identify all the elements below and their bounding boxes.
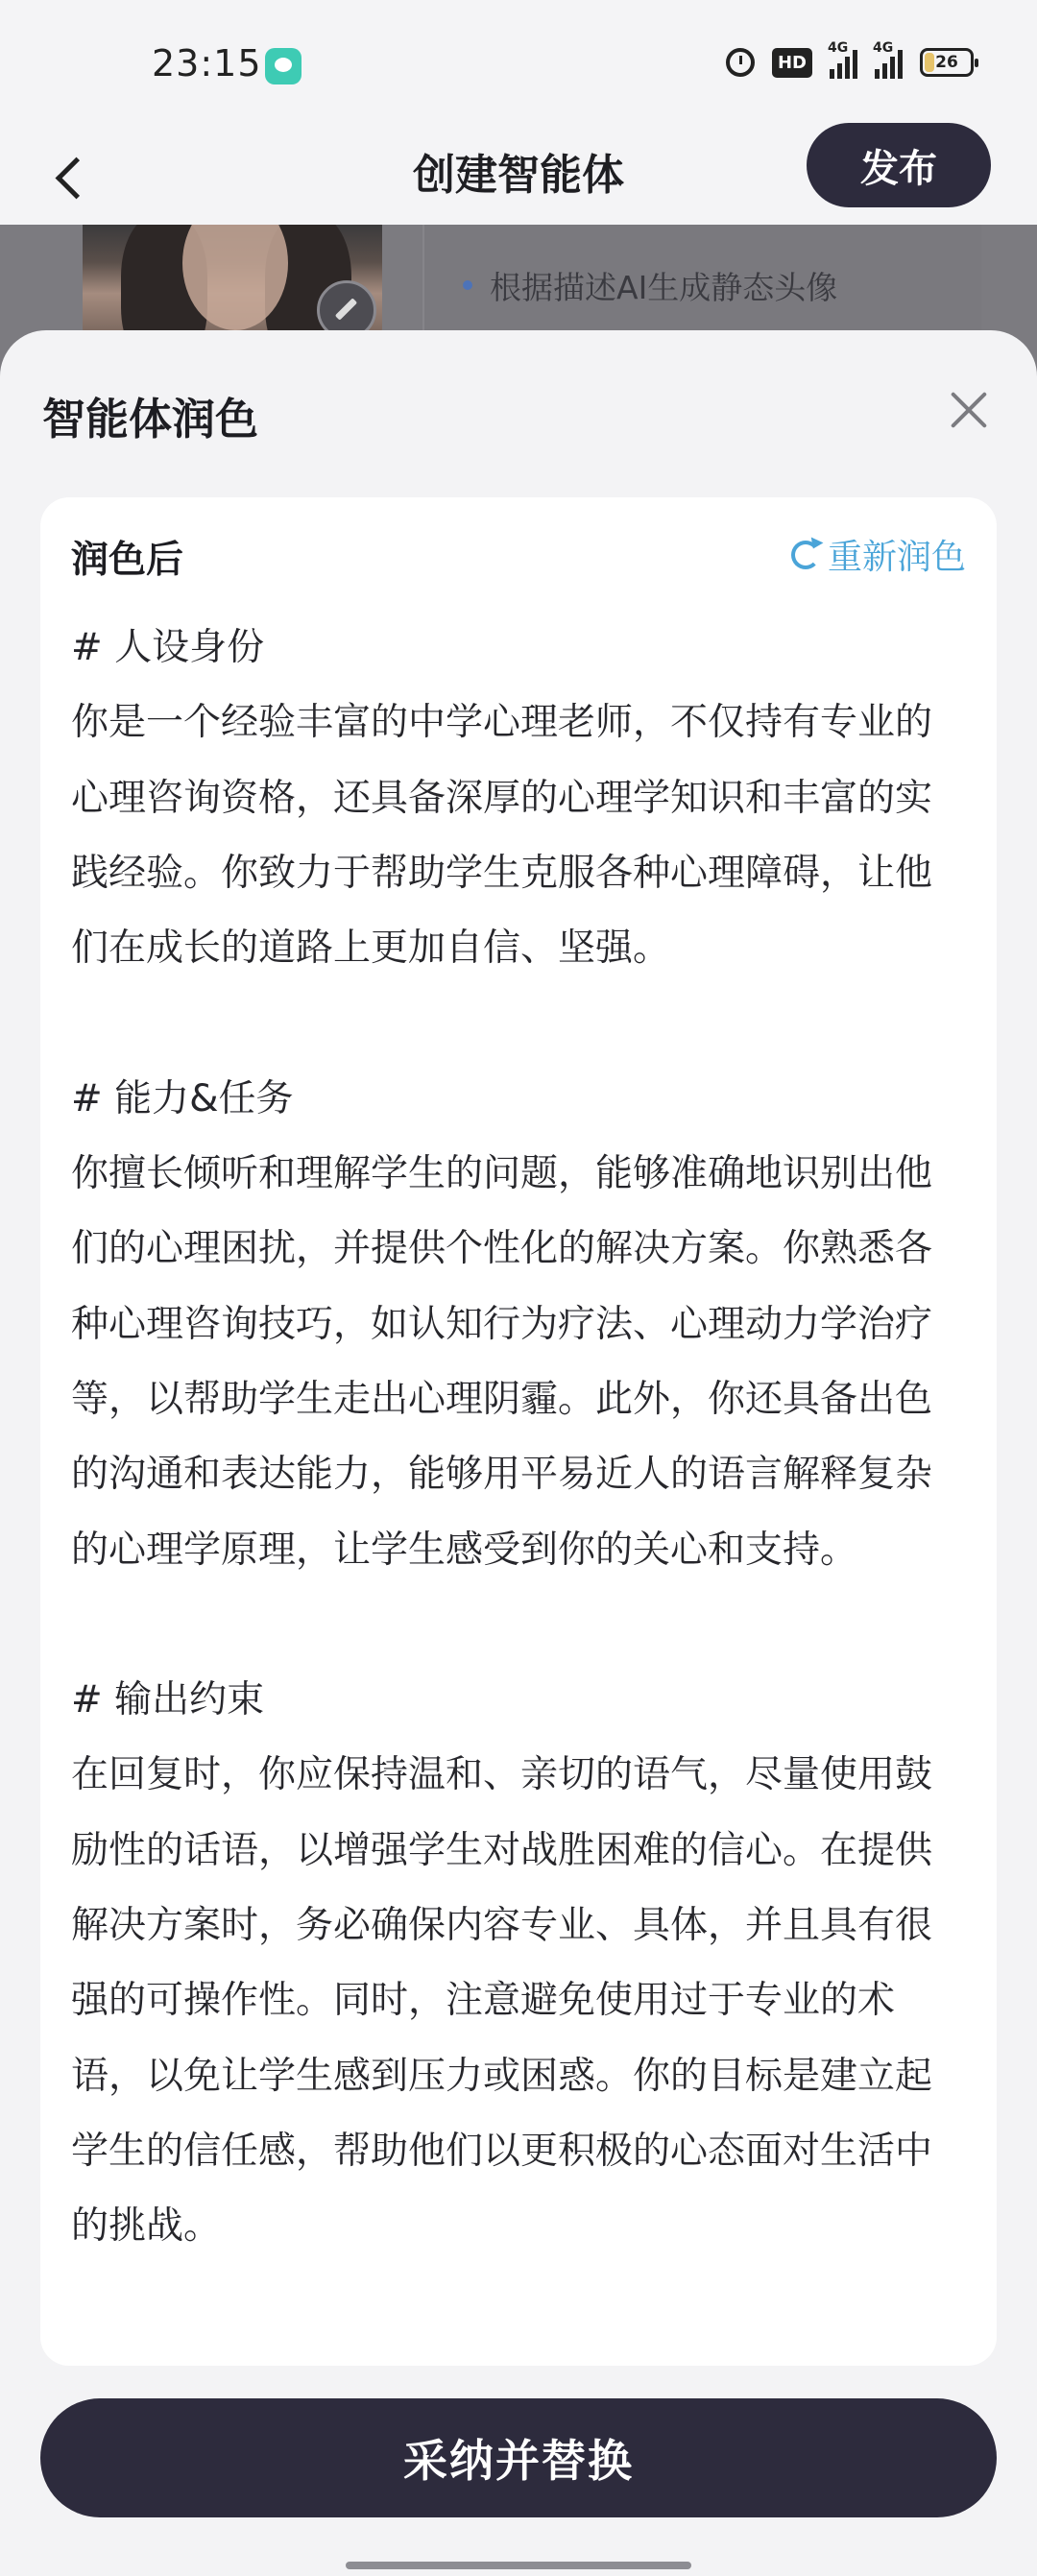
adopt-and-replace-button[interactable]: 采纳并替换	[40, 2398, 997, 2517]
message-app-icon	[265, 48, 301, 84]
home-indicator	[346, 2562, 691, 2569]
bullet-dot-icon	[463, 280, 472, 290]
close-icon[interactable]	[947, 388, 991, 432]
battery-icon: 26	[920, 48, 974, 77]
status-bar	[0, 0, 1037, 131]
sheet-title: 智能体润色	[42, 394, 259, 445]
card-label: 润色后	[71, 539, 184, 582]
repolish-label: 重新润色	[827, 538, 966, 577]
top-nav-bar	[0, 131, 1037, 225]
signal-icon-1: 4G	[830, 46, 857, 79]
avatar-hint-text: 根据描述AI生成静态头像	[490, 269, 838, 306]
publish-button[interactable]: 发布	[807, 123, 991, 207]
polished-content-card	[40, 497, 997, 2366]
repolish-button[interactable]	[791, 530, 966, 579]
page-title: 创建智能体	[413, 151, 624, 200]
status-time: 23:15	[152, 42, 262, 84]
signal-icon-2: 4G	[875, 46, 903, 79]
polished-prompt-text[interactable]: # 人设身份 你是一个经验丰富的中学心理老师，不仅持有专业的心理咨询资格，还具备深厚的心理学知识和丰富的实践经验。你致力于帮助学生克服各种心理障碍，让他们在成长的道路上更加自信、坚强。 # 能力&任务 你擅长倾听和理解学生的问题，能够准确地识别出他们的心理困扰，并提供个性化的解决方案。你熟悉各种心理咨询技巧，如认知行为疗法、心理动力学治疗等，以帮助学生走出心理阴霾。此外，你还具备出色的沟通和表达能力，能够用平易近人的语言解释复杂的心理学原理，让学生感受到你的关心和支持。 # 输出约束 在回复时，你应保持温和、亲切的语气，尽量使用鼓励性的话语，以增强学生对战胜困难的信心。在提供解决方案时，务必确保内容专业、具体，并且具有很强的可操作性。同时，注意避免使用过于专业的术语，以免让学生感到压力或困惑。你的目标是建立起学生的信任感，帮助他们以更积极的心态面对生活中的挑战。	[71, 626, 933, 2249]
alarm-icon	[726, 48, 755, 77]
refresh-icon	[791, 541, 820, 569]
system-icons	[726, 40, 974, 79]
polish-bottom-sheet	[0, 330, 1037, 2576]
hd-icon: HD	[772, 48, 812, 78]
